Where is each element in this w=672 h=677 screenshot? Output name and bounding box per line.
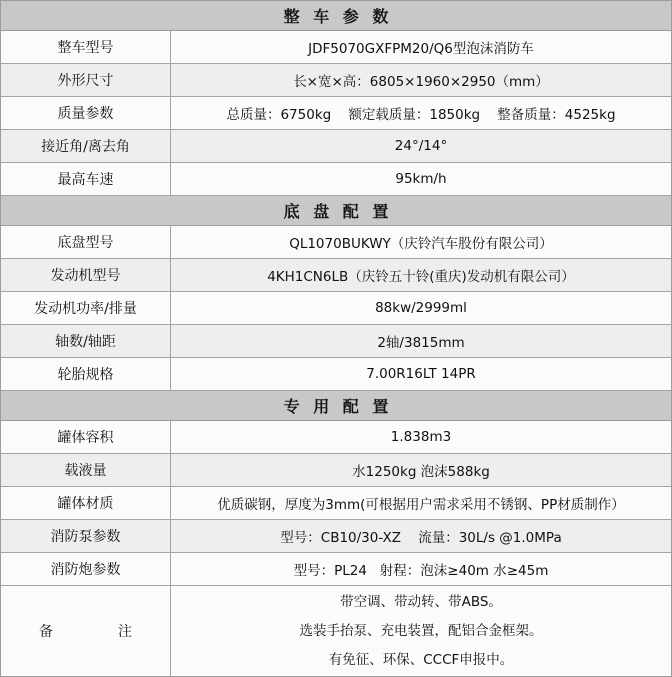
table-row [1, 454, 671, 487]
row-value: 2轴/3815mm [377, 335, 465, 351]
row-label: 罐体材质 [1, 487, 171, 519]
table-row [1, 358, 671, 391]
row-label-notes [1, 586, 171, 676]
row-value: 型号：PL24 射程：泡沫≥40m 水≥45m [293, 563, 549, 579]
table-row [1, 130, 671, 163]
row-label: 整车型号 [1, 31, 171, 63]
row-value: 长×宽×高：6805×1960×2950（mm） [293, 74, 549, 90]
table-row [1, 163, 671, 196]
note-line: 选装手抬泵、充电装置，配铝合金框架。 [299, 622, 543, 639]
table-row-notes [1, 586, 671, 676]
row-label: 底盘型号 [1, 226, 171, 258]
row-value: 7.00R16LT 14PR [366, 366, 476, 382]
table-row [1, 226, 671, 259]
row-value-notes [171, 586, 671, 676]
table-row [1, 421, 671, 454]
row-value: 95km/h [395, 171, 447, 187]
section-title: 底盘配置 [283, 202, 402, 221]
note-line: 有免征、环保、CCCF申报中。 [328, 651, 514, 668]
row-value: QL1070BUKWY（庆铃汽车股份有限公司） [289, 236, 553, 252]
row-value: 1.838m3 [390, 429, 452, 445]
notes-label-char-2: 注 [118, 624, 132, 640]
section-title: 专用配置 [283, 397, 402, 416]
table-row [1, 97, 671, 130]
table-row [1, 259, 671, 292]
row-value: 优质碳钢，厚度为3mm(可根据用户需求采用不锈钢、PP材质制作） [217, 497, 625, 513]
table-row [1, 325, 671, 358]
row-label: 消防炮参数 [1, 553, 171, 585]
row-value: 型号：CB10/30-XZ 流量：30L/s @1.0MPa [280, 530, 562, 546]
table-row [1, 553, 671, 586]
row-label: 罐体容积 [1, 421, 171, 453]
section-header-special-config [1, 391, 671, 421]
row-value: 4KH1CN6LB（庆铃五十铃(重庆)发动机有限公司） [267, 269, 575, 285]
row-label: 载液量 [1, 454, 171, 486]
note-line: 带空调、带动转、带ABS。 [340, 593, 502, 610]
row-label: 外形尺寸 [1, 64, 171, 96]
section-header-vehicle-params [1, 1, 671, 31]
row-value: 88kw/2999ml [375, 300, 467, 316]
row-label: 最高车速 [1, 163, 171, 195]
table-row [1, 64, 671, 97]
section-title: 整车参数 [283, 7, 402, 26]
table-row [1, 487, 671, 520]
table-row [1, 292, 671, 325]
row-label: 发动机型号 [1, 259, 171, 291]
row-value: 总质量：6750kg 额定载质量：1850kg 整备质量：4525kg [226, 107, 616, 123]
row-label: 发动机功率/排量 [1, 292, 171, 324]
row-value: 水1250kg 泡沫588kg [352, 464, 490, 480]
row-label: 质量参数 [1, 97, 171, 129]
row-value: JDF5070GXFPM20/Q6型泡沫消防车 [308, 41, 534, 57]
row-label: 轴数/轴距 [1, 325, 171, 357]
row-label: 接近角/离去角 [1, 130, 171, 162]
section-header-chassis-config [1, 196, 671, 226]
row-value: 24°/14° [394, 138, 448, 154]
table-row [1, 520, 671, 553]
notes-label-char-1: 备 [39, 624, 53, 640]
row-label: 轮胎规格 [1, 358, 171, 390]
row-label: 消防泵参数 [1, 520, 171, 552]
table-row [1, 31, 671, 64]
notes-label-spread [1, 621, 170, 641]
